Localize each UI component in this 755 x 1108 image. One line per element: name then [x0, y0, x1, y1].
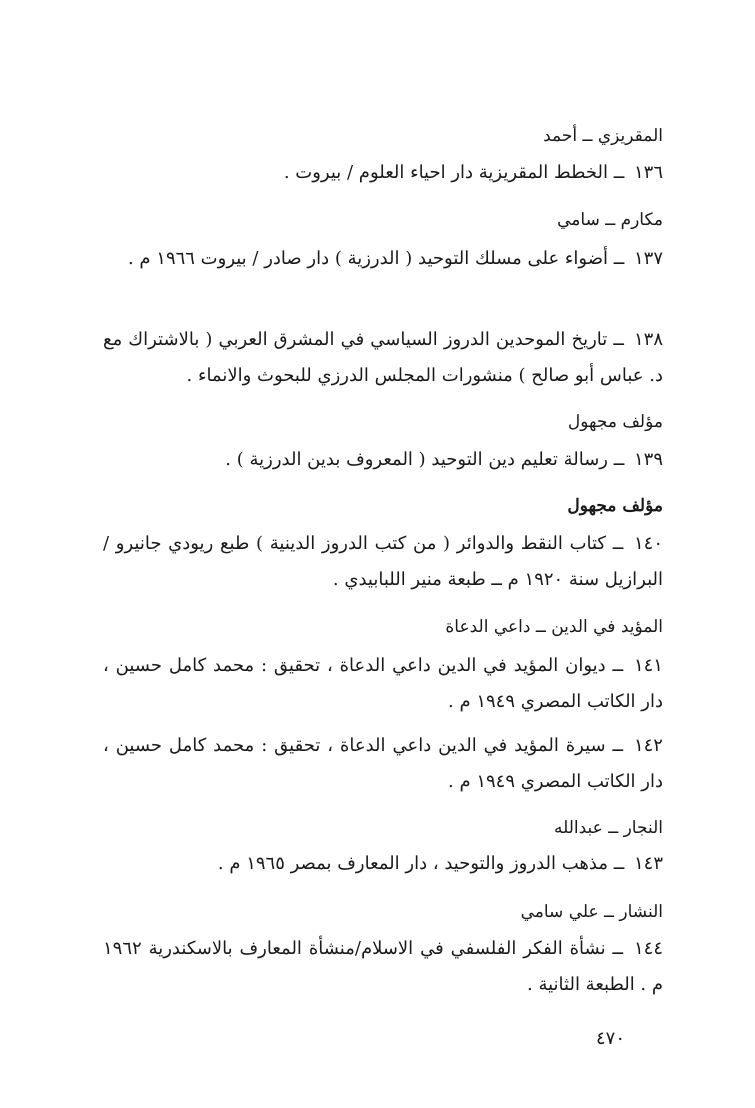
entry-text: ــ أضواء على مسلك التوحيد ( الدرزية ) دار صادر / بيروت ١٩٦٦ م . [127, 248, 625, 269]
entry-number: ١٣٨ [633, 329, 663, 350]
author-heading: مؤلف مجهول [567, 412, 663, 432]
author-heading: مؤلف مجهول [567, 496, 663, 516]
entry-number: ١٤١ [633, 655, 663, 676]
entry-number: ١٤٣ [633, 853, 663, 874]
bibliography-entry [103, 241, 663, 277]
page-number: ٤٧٠ [595, 1028, 625, 1049]
entry-number: ١٤٤ [633, 938, 663, 959]
bibliography-entry [218, 846, 663, 882]
entry-text: ــ مذهب الدروز والتوحيد ، دار المعارف بمصر ١٩٦٥ م . [217, 853, 625, 874]
author-heading: النشار ــ علي سامي [520, 902, 663, 922]
entry-number: ١٤٢ [633, 735, 663, 756]
author-heading: المؤيد في الدين ــ داعي الدعاة [445, 617, 663, 637]
entry-text: ــ رسالة تعليم دين التوحيد ( المعروف بدين الدرزية ) . [225, 449, 625, 470]
author-heading: النجار ــ عبدالله [553, 818, 663, 838]
entry-text: ــ الخطط المقريزية دار احياء العلوم / بيروت . [283, 162, 625, 183]
bibliography-entry [103, 526, 663, 598]
bibliography-entry [103, 931, 663, 1003]
entry-text: ــ كتاب النقط والدوائر ( من كتب الدروز الدينية ) طبع ريودي جانيرو / البرازيل سنة ١٩٢٠ م ــ طبعة منير اللبابيدي . [103, 533, 663, 590]
bibliography-entry [284, 155, 663, 191]
entry-number: ١٤٠ [633, 533, 663, 554]
author-heading: مكارم ــ سامي [557, 210, 663, 230]
entry-number: ١٣٦ [633, 162, 663, 183]
bibliography-entry [103, 728, 663, 800]
bibliography-entry [103, 648, 663, 720]
entry-text: ــ تاريخ الموحدين الدروز السياسي في المشرق العربي ( بالاشتراك مع د. عباس أبو صالح ) منشورات المجلس الدرزي للبحوث والانماء . [103, 329, 663, 386]
entry-number: ١٣٩ [633, 449, 663, 470]
author-heading: المقريزي ــ أحمد [543, 126, 663, 146]
bibliography-entry [225, 442, 663, 478]
entry-text: ــ ديوان المؤيد في الدين داعي الدعاة ، تحقيق : محمد كامل حسين ، دار الكاتب المصري ١٩٤٩ م . [103, 655, 663, 712]
entry-text: ــ سيرة المؤيد في الدين داعي الدعاة ، تحقيق : محمد كامل حسين ، دار الكاتب المصري ١٩٤٩ م . [103, 735, 663, 792]
entry-number: ١٣٧ [633, 248, 663, 269]
bibliography-entry [103, 322, 663, 394]
entry-text: ــ نشأة الفكر الفلسفي في الاسلام/منشأة المعارف بالاسكندرية ١٩٦٢ م . الطبعة الثانية . [103, 938, 663, 995]
